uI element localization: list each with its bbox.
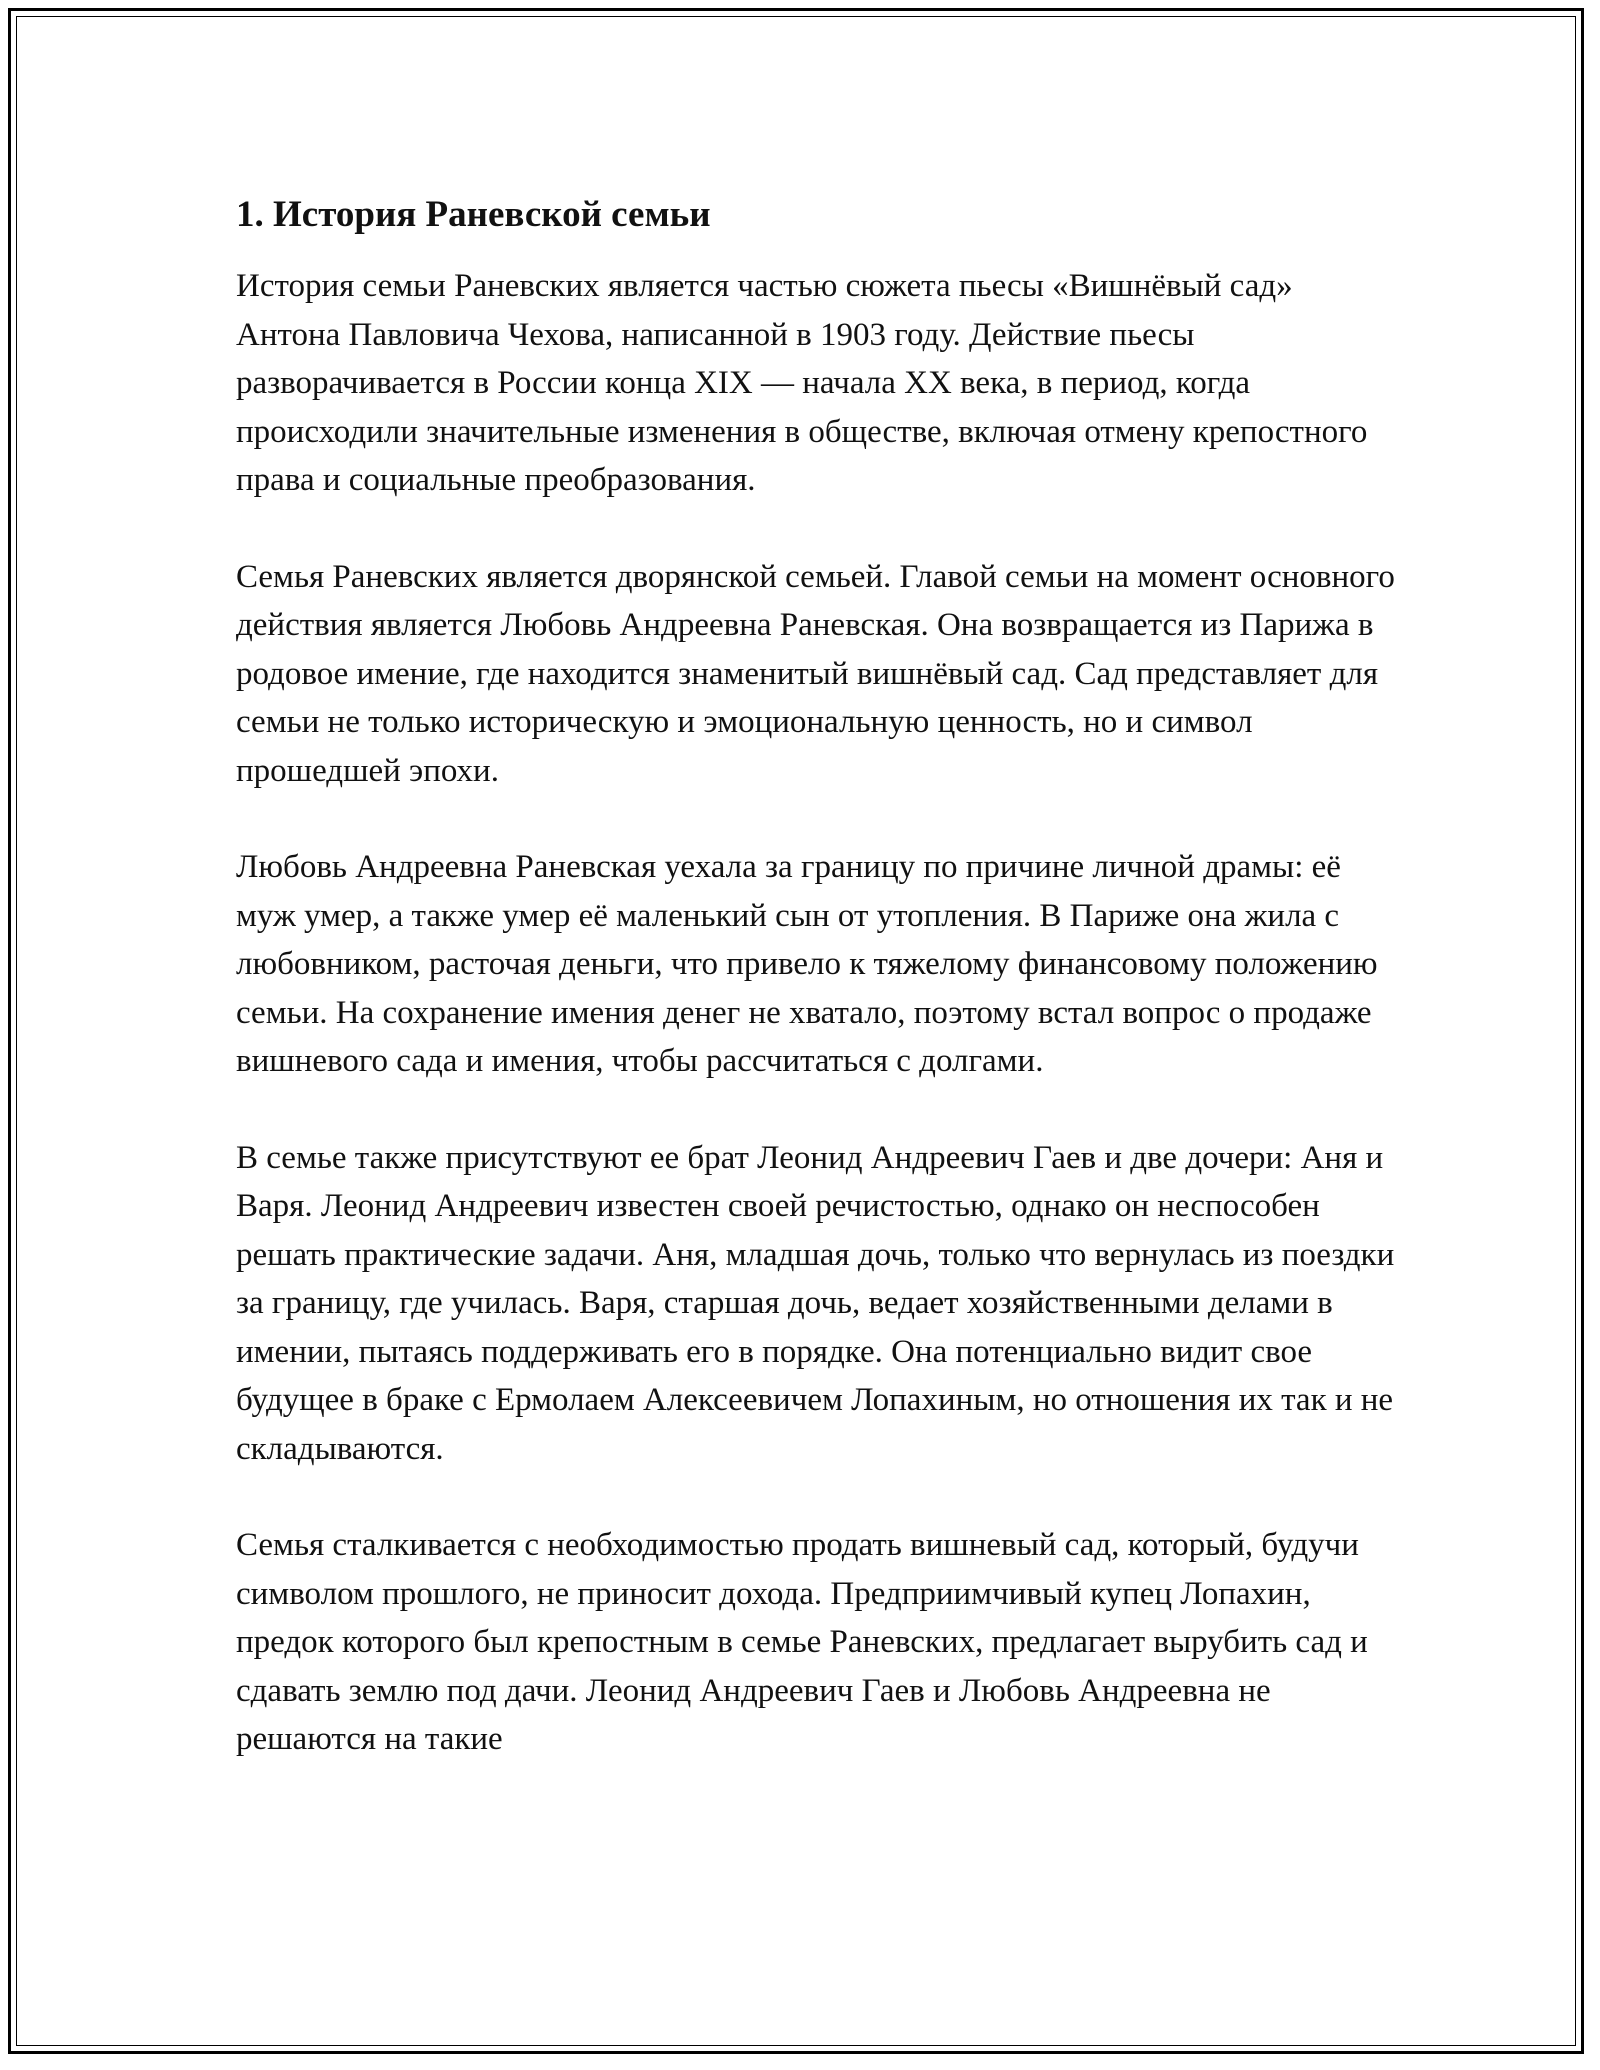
paragraph-3: Любовь Андреевна Раневская уехала за границу по причине личной драмы: её муж умер, а также умер её маленький сын от утопления. В Париже она жила с любовником, расточая деньги, что привело к тяжелому финансовому положению семьи. На сохранение имения денег не хватало, поэтому встал вопрос о продаже вишневого сада и имения, чтобы рассчитаться с долгами.	[236, 849, 1378, 1079]
paragraph-5: Семья сталкивается с необходимостью продать вишневый сад, который, будучи символом прошлого, не приносит дохода. Предприимчивый купец Лопахин, предок которого был крепостным в семье Раневских, предлагает вырубить сад и сдавать землю под дачи. Леонид Андреевич Гаев и Любовь Андреевна не решаются на такие	[236, 1527, 1368, 1757]
paragraph-4: В семье также присутствуют ее брат Леонид Андреевич Гаев и две дочери: Аня и Варя. Леонид Андреевич известен своей речистостью, однако он неспособен решать практические задачи. Аня, младшая дочь, только что вернулась из поездки за границу, где училась. Варя, старшая дочь, ведает хозяйственными делами в имении, пытаясь поддерживать его в порядке. Она потенциально видит свое будущее в браке с Ермолаем Алексеевичем Лопахиным, но отношения их так и не складываются.	[236, 1139, 1395, 1467]
paragraph-2: Семья Раневских является дворянской семьей. Главой семьи на момент основного действия является Любовь Андреевна Раневская. Она возвращается из Парижа в родовое имение, где находится знаменитый вишнёвый сад. Сад представляет для семьи не только историческую и эмоциональную ценность, но и символ прошедшей эпохи.	[236, 558, 1395, 789]
paragraph-1: История семьи Раневских является частью сюжета пьесы «Вишнёвый сад» Антона Павловича Чехова, написанной в 1903 году. Действие пьесы разворачивается в России конца XIX — начала XX века, в период, когда происходили значительные изменения в обществе, включая отмену крепостного права и социальные преобразования.	[236, 268, 1368, 498]
document-body	[236, 188, 1396, 1812]
section-heading: 1. История Раневской семьи	[236, 194, 711, 235]
